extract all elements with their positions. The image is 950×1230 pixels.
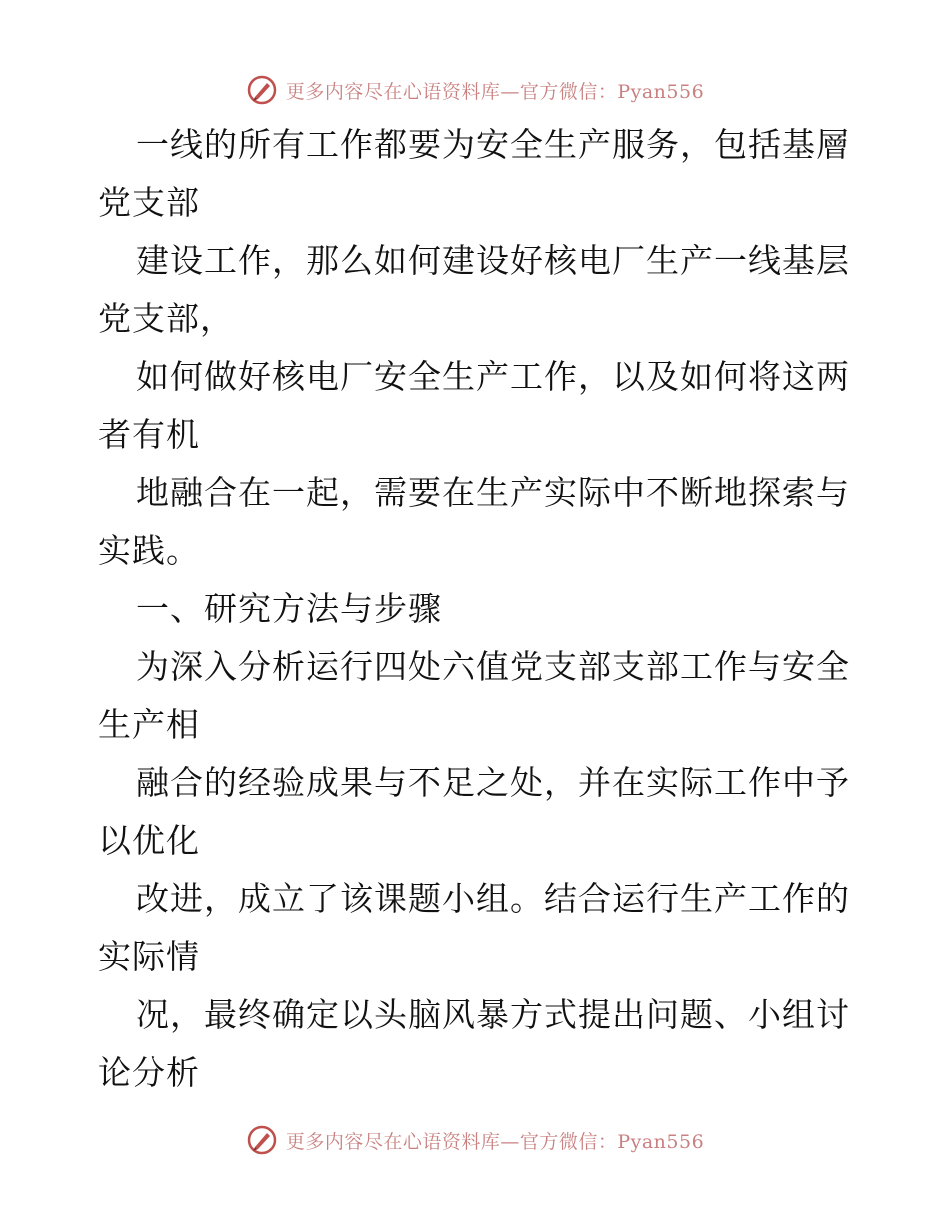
text-line: 者有机	[98, 415, 200, 454]
text-line: 如何做好核电厂安全生产工作，以及如何将这两	[136, 357, 850, 396]
text-line: 融合的经验成果与不足之处，并在实际工作中予	[136, 763, 850, 802]
pen-logo-icon	[246, 74, 278, 106]
text-line: 一线的所有工作都要为安全生产服务，包括基層	[136, 125, 850, 164]
text-line: 为深入分析运行四处六值党支部支部工作与安全	[136, 647, 850, 686]
text-line: 况，最终确定以头脑风暴方式提出问题、小组讨	[136, 995, 850, 1034]
text-line: 生产相	[98, 705, 200, 744]
footer-banner	[0, 1120, 950, 1160]
footer-banner-text: 更多内容尽在心语资料库—官方微信：Pyan556	[285, 1130, 705, 1153]
text-line: 党支部，	[98, 299, 234, 338]
text-line: 实际情	[98, 937, 200, 976]
text-line: 论分析	[98, 1053, 200, 1092]
text-line: 一、研究方法与步骤	[136, 589, 442, 628]
text-line: 以优化	[98, 821, 200, 860]
text-line: 建设工作，那么如何建设好核电厂生产一线基层	[136, 241, 850, 280]
text-line: 实践。	[98, 531, 200, 570]
document-body	[98, 116, 858, 1102]
text-line: 党支部	[98, 183, 200, 222]
header-banner	[0, 70, 950, 110]
text-line: 地融合在一起，需要在生产实际中不断地探索与	[136, 473, 850, 512]
header-banner-text: 更多内容尽在心语资料库—官方微信：Pyan556	[285, 80, 705, 103]
pen-logo-icon	[246, 1124, 278, 1156]
text-line: 改进，成立了该课题小组。结合运行生产工作的	[136, 879, 850, 918]
